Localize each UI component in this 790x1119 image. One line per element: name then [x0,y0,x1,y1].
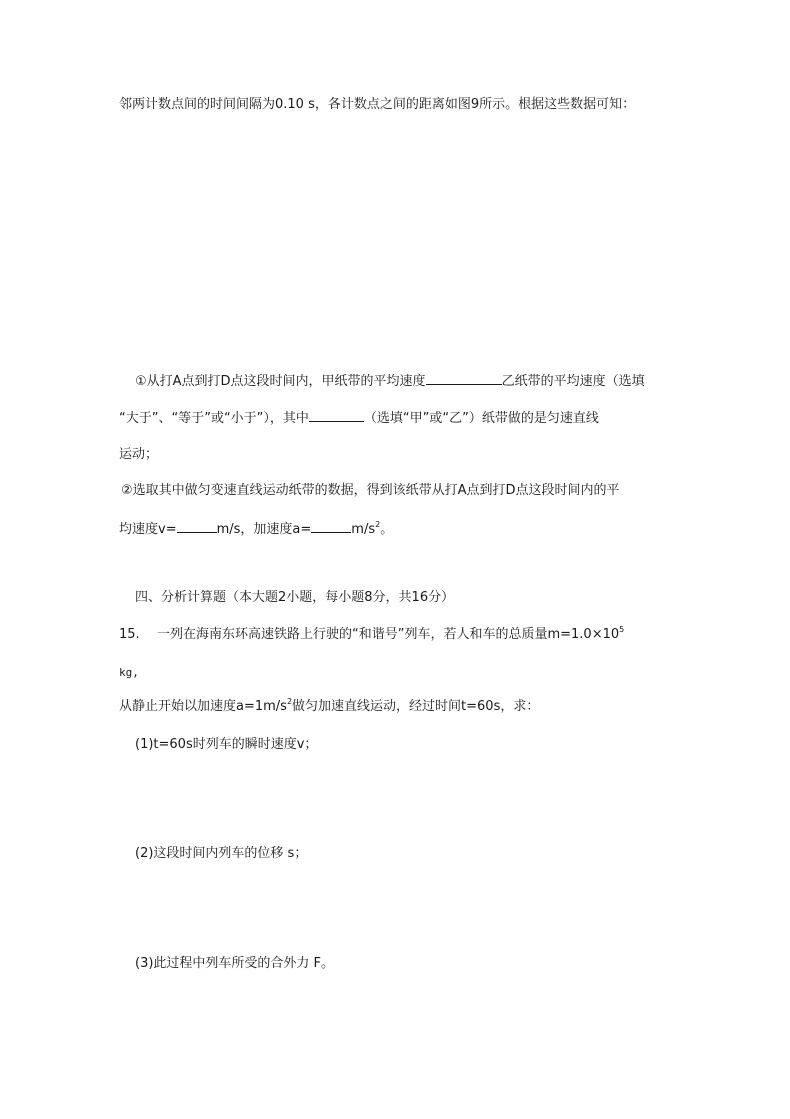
intro-text: 邻两计数点间的时间间隔为0.10 s，各计数点之间的距离如图9所示。根据这些数据可知： [119,97,636,112]
answer-blank-compare[interactable] [426,372,502,385]
q15-line2 [119,664,139,682]
part2-unit1: m/s，加速度a= [216,522,312,537]
q15-sub3 [135,955,334,973]
q15-line3-exponent: 2 [286,697,293,706]
q15-text: 一列在海南东环高速铁路上行驶的“和谐号”列车，若人和车的总质量m=1.0×10 [157,627,620,642]
q15-exponent: 5 [619,625,625,634]
part2-line1-text: ②选取其中做匀变速直线运动纸带的数据，得到该纸带从打A点到打D点这段时间内的平 [121,483,620,498]
q15-sub1-text: (1)t=60s时列车的瞬时速度v； [135,737,318,752]
part2-line1 [121,482,620,500]
q15-sub3-text: (3)此过程中列车所受的合外力 F。 [135,956,335,971]
part2-end: 。 [380,522,394,537]
q15-line3 [119,698,539,716]
part1-line1 [135,372,645,391]
answer-blank-acceleration[interactable] [311,520,351,533]
q15-sub2-text: (2)这段时间内列车的位移 s； [135,846,308,861]
answer-blank-tape[interactable] [309,409,364,422]
part1-line3-text: 运动； [119,447,159,462]
q15-unit: kg, [119,666,139,679]
part1-line2-suffix: （选填“甲”或“乙”）纸带做的是匀速直线 [363,411,599,426]
q15-line1 [119,626,624,644]
part1-line2 [119,409,599,428]
part1-prefix: ①从打A点到打D点这段时间内，甲纸带的平均速度 [135,374,426,389]
q15-sub1 [135,736,317,754]
part2-line2 [119,520,393,539]
section4-heading-text: 四、分析计算题（本大题2小题，每小题8分，共16分） [135,590,455,605]
section4-heading [135,589,454,607]
answer-blank-velocity[interactable] [177,520,217,533]
intro-line [119,96,635,114]
q15-line3-prefix: 从静止开始以加速度a=1m/s [119,699,287,714]
part2-line2-prefix: 均速度v= [119,522,177,537]
part1-line3 [119,446,158,464]
part2-unit2: m/s [351,522,376,537]
part1-middle: 乙纸带的平均速度（选填 [501,374,645,389]
q15-line3-suffix: 做匀加速直线运动，经过时间t=60s，求： [292,699,540,714]
part1-line2-prefix: “大于”、“等于”或“小于”），其中 [119,411,309,426]
part2-exponent: 2 [375,520,381,529]
q15-sub2 [135,845,307,863]
q15-number: 15. [119,627,140,642]
